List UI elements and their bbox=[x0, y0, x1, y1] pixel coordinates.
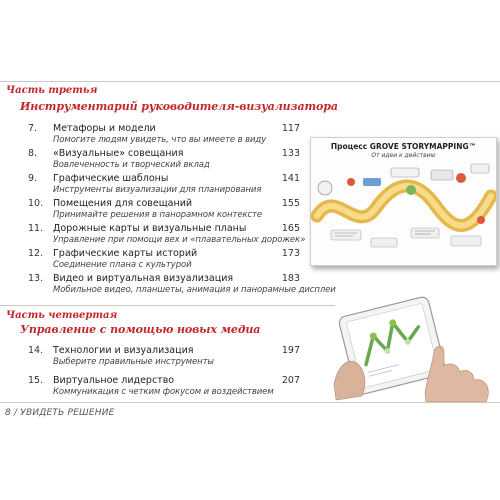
toc-entry-10[interactable] bbox=[0, 198, 300, 222]
page-number: 155 bbox=[281, 198, 300, 209]
storymapping-poster bbox=[310, 137, 497, 266]
toc-entry-7[interactable] bbox=[0, 123, 300, 147]
bottom-rule bbox=[0, 402, 500, 403]
part-three-label: Часть третья bbox=[6, 85, 98, 96]
chapter-number: 13. bbox=[28, 273, 44, 284]
chapter-title: Графические шаблоны bbox=[53, 173, 169, 184]
section-rule bbox=[0, 305, 335, 306]
page-number: 197 bbox=[281, 345, 300, 356]
part-four-title: Управление с помощью новых медиа bbox=[20, 323, 261, 336]
top-rule bbox=[0, 81, 500, 82]
chapter-title: Видео и виртуальная визуализация bbox=[53, 273, 234, 284]
toc-entry-14[interactable] bbox=[0, 345, 300, 369]
chapter-title: «Визуальные» совещания bbox=[53, 148, 184, 159]
chapter-number: 14. bbox=[28, 345, 44, 356]
part-three-title: Инструментарий руководителя-визуализатора bbox=[20, 100, 338, 113]
poster-title: Процесс GROVE STORYMAPPING™ bbox=[330, 142, 477, 151]
chapter-subtitle: Коммуникация с четким фокусом и воздействием bbox=[53, 387, 274, 397]
chapter-title: Виртуальное лидерство bbox=[53, 375, 175, 386]
chapter-number: 10. bbox=[28, 198, 44, 209]
chapter-title: Помещения для совещаний bbox=[53, 198, 193, 209]
chapter-title: Дорожные карты и визуальные планы bbox=[53, 223, 247, 234]
chapter-number: 15. bbox=[28, 375, 44, 386]
tablet-hand-illustration bbox=[330, 292, 495, 402]
chapter-title: Графические карты историй bbox=[53, 248, 198, 259]
page-number: 117 bbox=[281, 123, 300, 134]
poster-subtitle: От идеи к действию bbox=[371, 152, 436, 159]
chapter-title: Технологии и визуализация bbox=[53, 345, 194, 356]
toc-entry-13[interactable] bbox=[0, 273, 336, 297]
page-number: 207 bbox=[281, 375, 300, 386]
page-number: 141 bbox=[281, 173, 300, 184]
chapter-subtitle: Управление при помощи вех и «плавательных дорожек» bbox=[53, 235, 306, 245]
chapter-number: 11. bbox=[28, 223, 44, 234]
chapter-subtitle: Принимайте решения в панорамном контексте bbox=[53, 210, 263, 220]
chapter-subtitle: Мобильное видео, планшеты, анимация и панорамные дисплеи bbox=[53, 285, 336, 295]
chapter-number: 8. bbox=[28, 148, 38, 159]
page-footer: 8 / УВИДЕТЬ РЕШЕНИЕ bbox=[5, 408, 115, 418]
chapter-number: 7. bbox=[28, 123, 38, 134]
toc-entry-15[interactable] bbox=[0, 375, 300, 399]
chapter-title: Метафоры и модели bbox=[53, 123, 156, 134]
toc-entry-12[interactable] bbox=[0, 248, 300, 272]
page-number: 165 bbox=[281, 223, 300, 234]
page-number: 133 bbox=[281, 148, 300, 159]
chapter-number: 12. bbox=[28, 248, 44, 259]
chapter-subtitle: Соединение плана с культурой bbox=[53, 260, 192, 270]
chapter-subtitle: Вовлеченность и творческий вклад bbox=[53, 160, 210, 170]
chapter-number: 9. bbox=[28, 173, 38, 184]
page-number: 183 bbox=[281, 273, 300, 284]
poster-artwork bbox=[311, 138, 496, 265]
chapter-subtitle: Выберите правильные инструменты bbox=[53, 357, 215, 367]
toc-entry-9[interactable] bbox=[0, 173, 300, 197]
page-number: 173 bbox=[281, 248, 300, 259]
toc-entry-8[interactable] bbox=[0, 148, 300, 172]
chapter-subtitle: Инструменты визуализации для планирования bbox=[53, 185, 262, 195]
toc-entry-11[interactable] bbox=[0, 223, 306, 247]
part-four-label: Часть четвертая bbox=[6, 310, 118, 321]
chapter-subtitle: Помогите людям увидеть, что вы имеете в виду bbox=[53, 135, 267, 145]
